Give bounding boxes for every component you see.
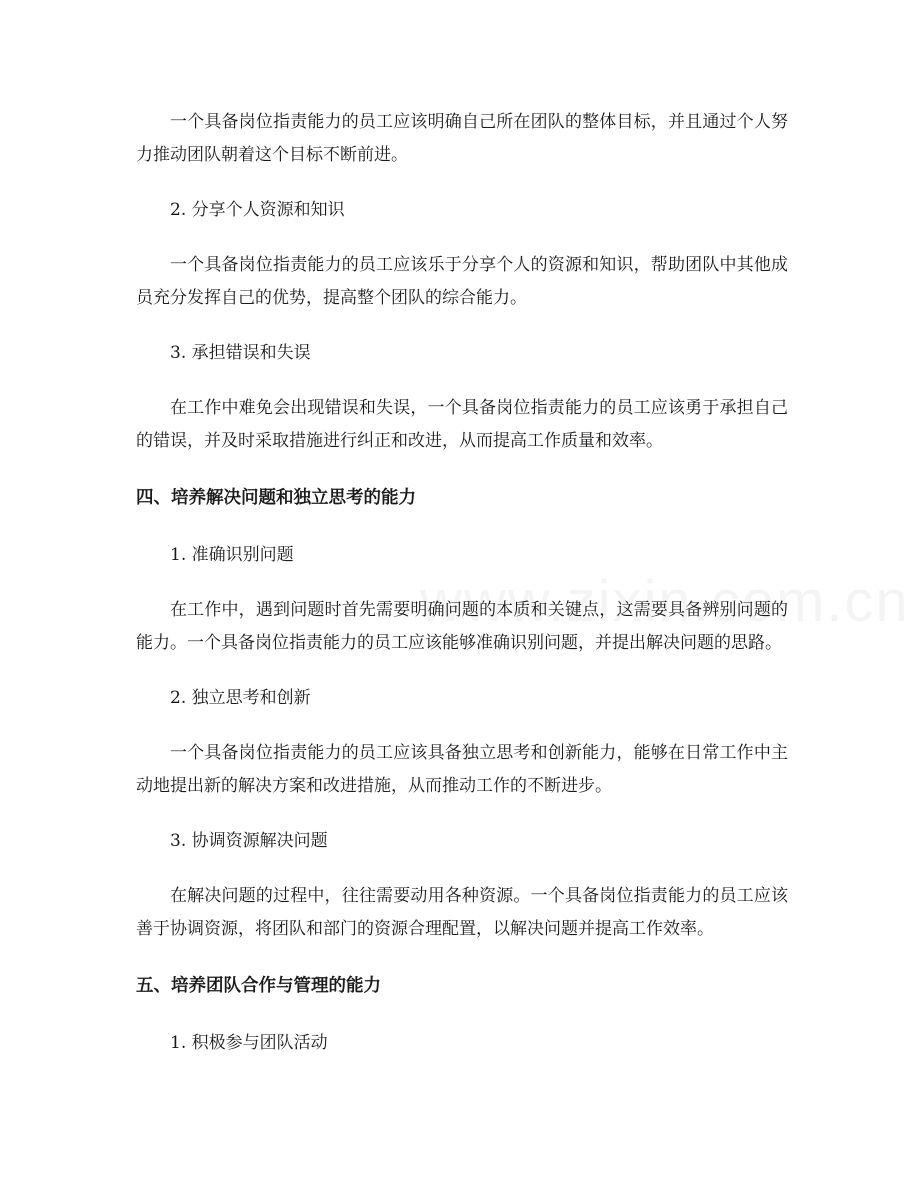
document-body (136, 106, 788, 1060)
paragraph: 一个具备岗位指责能力的员工应该具备独立思考和创新能力，能够在日常工作中主动地提出新的解决方案和改进措施，从而推动工作的不断进步。 (136, 743, 788, 796)
subheading: 1. 准确识别问题 (170, 545, 294, 565)
subheading: 2. 分享个人资源和知识 (170, 200, 345, 220)
subheading: 1. 积极参与团队活动 (170, 1033, 328, 1053)
paragraph: 一个具备岗位指责能力的员工应该乐于分享个人的资源和知识，帮助团队中其他成员充分发挥自己的优势，提高整个团队的综合能力。 (136, 255, 788, 308)
paragraph: 一个具备岗位指责能力的员工应该明确自己所在团队的整体目标，并且通过个人努力推动团队朝着这个目标不断前进。 (136, 112, 788, 165)
subheading: 3. 承担错误和失误 (170, 343, 311, 363)
section-heading: 四、培养解决问题和独立思考的能力 (136, 488, 416, 508)
paragraph: 在工作中难免会出现错误和失误，一个具备岗位指责能力的员工应该勇于承担自己的错误，并及时采取措施进行纠正和改进，从而提高工作质量和效率。 (136, 398, 788, 451)
paragraph: 在工作中，遇到问题时首先需要明确问题的本质和关键点，这需要具备辨别问题的能力。一个具备岗位指责能力的员工应该能够准确识别问题，并提出解决问题的思路。 (136, 600, 788, 653)
subheading: 3. 协调资源解决问题 (170, 831, 328, 851)
section-heading: 五、培养团队合作与管理的能力 (136, 976, 381, 996)
paragraph: 在解决问题的过程中，往往需要动用各种资源。一个具备岗位指责能力的员工应该善于协调资源，将团队和部门的资源合理配置，以解决问题并提高工作效率。 (136, 886, 788, 939)
subheading: 2. 独立思考和创新 (170, 688, 311, 708)
